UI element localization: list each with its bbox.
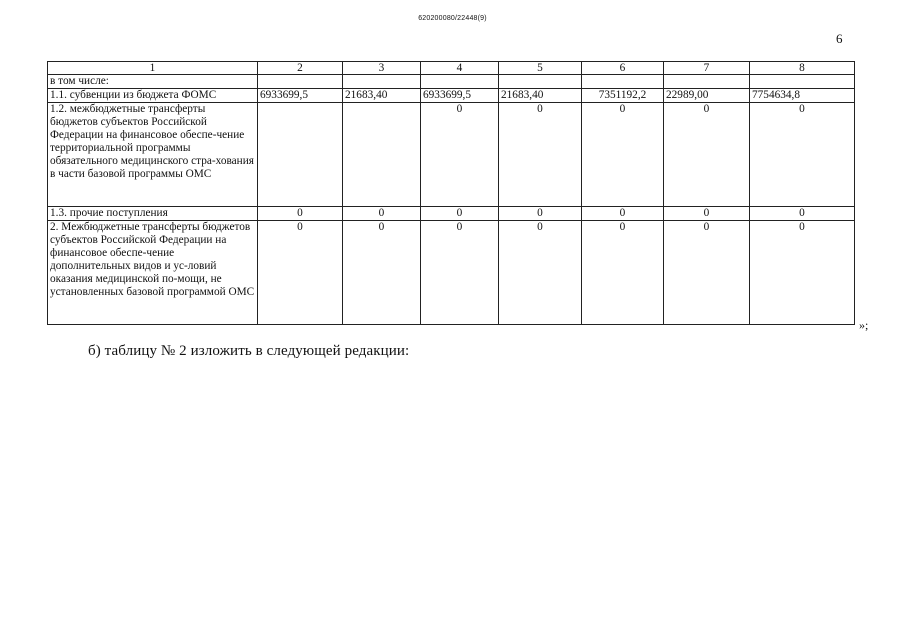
table-cell: 0: [664, 207, 750, 221]
table-cell: 0: [750, 221, 855, 325]
table-cell: 0: [499, 207, 582, 221]
closing-quote: »;: [859, 318, 869, 332]
table-row: [48, 207, 855, 221]
table-cell: [421, 75, 499, 89]
table-cell: 22989,00: [664, 89, 750, 103]
table-cell: 0: [499, 221, 582, 325]
table-cell: 0: [343, 221, 421, 325]
table-cell: 0: [421, 207, 499, 221]
table-cell: 0: [499, 103, 582, 207]
table-cell: [343, 75, 421, 89]
table-cell: 0: [421, 221, 499, 325]
table-row: [48, 221, 855, 325]
table-cell: 21683,40: [499, 89, 582, 103]
table-cell: 6933699,5: [421, 89, 499, 103]
column-header: 8: [750, 62, 855, 75]
document-code: 620200080/22448(9): [418, 15, 487, 22]
row-label: 2. Межбюджетные трансферты бюджетов субъектов Российской Федерации на финансовое обеспе-чение дополнительных видов и ус-ловий оказания медицинской по-мощи, не установленных базовой программой ОМС: [48, 221, 258, 325]
row-label: 1.1. субвенции из бюджета ФОМС: [48, 89, 258, 103]
row-label: в том числе:: [48, 75, 258, 89]
table-row: [48, 103, 855, 207]
instruction-paragraph: б) таблицу № 2 изложить в следующей редакции:: [88, 343, 410, 359]
table-row: [48, 75, 855, 89]
table-cell: 0: [421, 103, 499, 207]
table-cell: 7351192,2: [582, 89, 664, 103]
budget-table: [47, 61, 855, 325]
table-cell: 0: [582, 103, 664, 207]
table-cell: 0: [582, 207, 664, 221]
table-cell: [750, 75, 855, 89]
row-label: 1.2. межбюджетные трансферты бюджетов субъектов Российской Федерации на финансовое обеспе-чение территориальной программы обязательного медицинского стра-хования в части базовой программы ОМС: [48, 103, 258, 207]
table-cell: 0: [343, 207, 421, 221]
table-row: [48, 89, 855, 103]
column-header: 6: [582, 62, 664, 75]
table-cell: [664, 75, 750, 89]
table-cell: [582, 75, 664, 89]
table-cell: 0: [582, 221, 664, 325]
column-header: 3: [343, 62, 421, 75]
row-label: 1.3. прочие поступления: [48, 207, 258, 221]
table-cell: [343, 103, 421, 207]
page-number: 6: [836, 31, 843, 46]
column-header: 5: [499, 62, 582, 75]
table-cell: 0: [664, 221, 750, 325]
table-cell: 0: [664, 103, 750, 207]
table-cell: 21683,40: [343, 89, 421, 103]
table-cell: 0: [750, 103, 855, 207]
column-header: 7: [664, 62, 750, 75]
column-header: 1: [48, 62, 258, 75]
table-cell: 6933699,5: [258, 89, 343, 103]
table-header-row: [48, 62, 855, 75]
table-cell: [258, 75, 343, 89]
column-header: 4: [421, 62, 499, 75]
table-cell: [258, 103, 343, 207]
table-cell: 0: [750, 207, 855, 221]
table-cell: 7754634,8: [750, 89, 855, 103]
table-cell: 0: [258, 221, 343, 325]
table-cell: [499, 75, 582, 89]
table-cell: 0: [258, 207, 343, 221]
column-header: 2: [258, 62, 343, 75]
